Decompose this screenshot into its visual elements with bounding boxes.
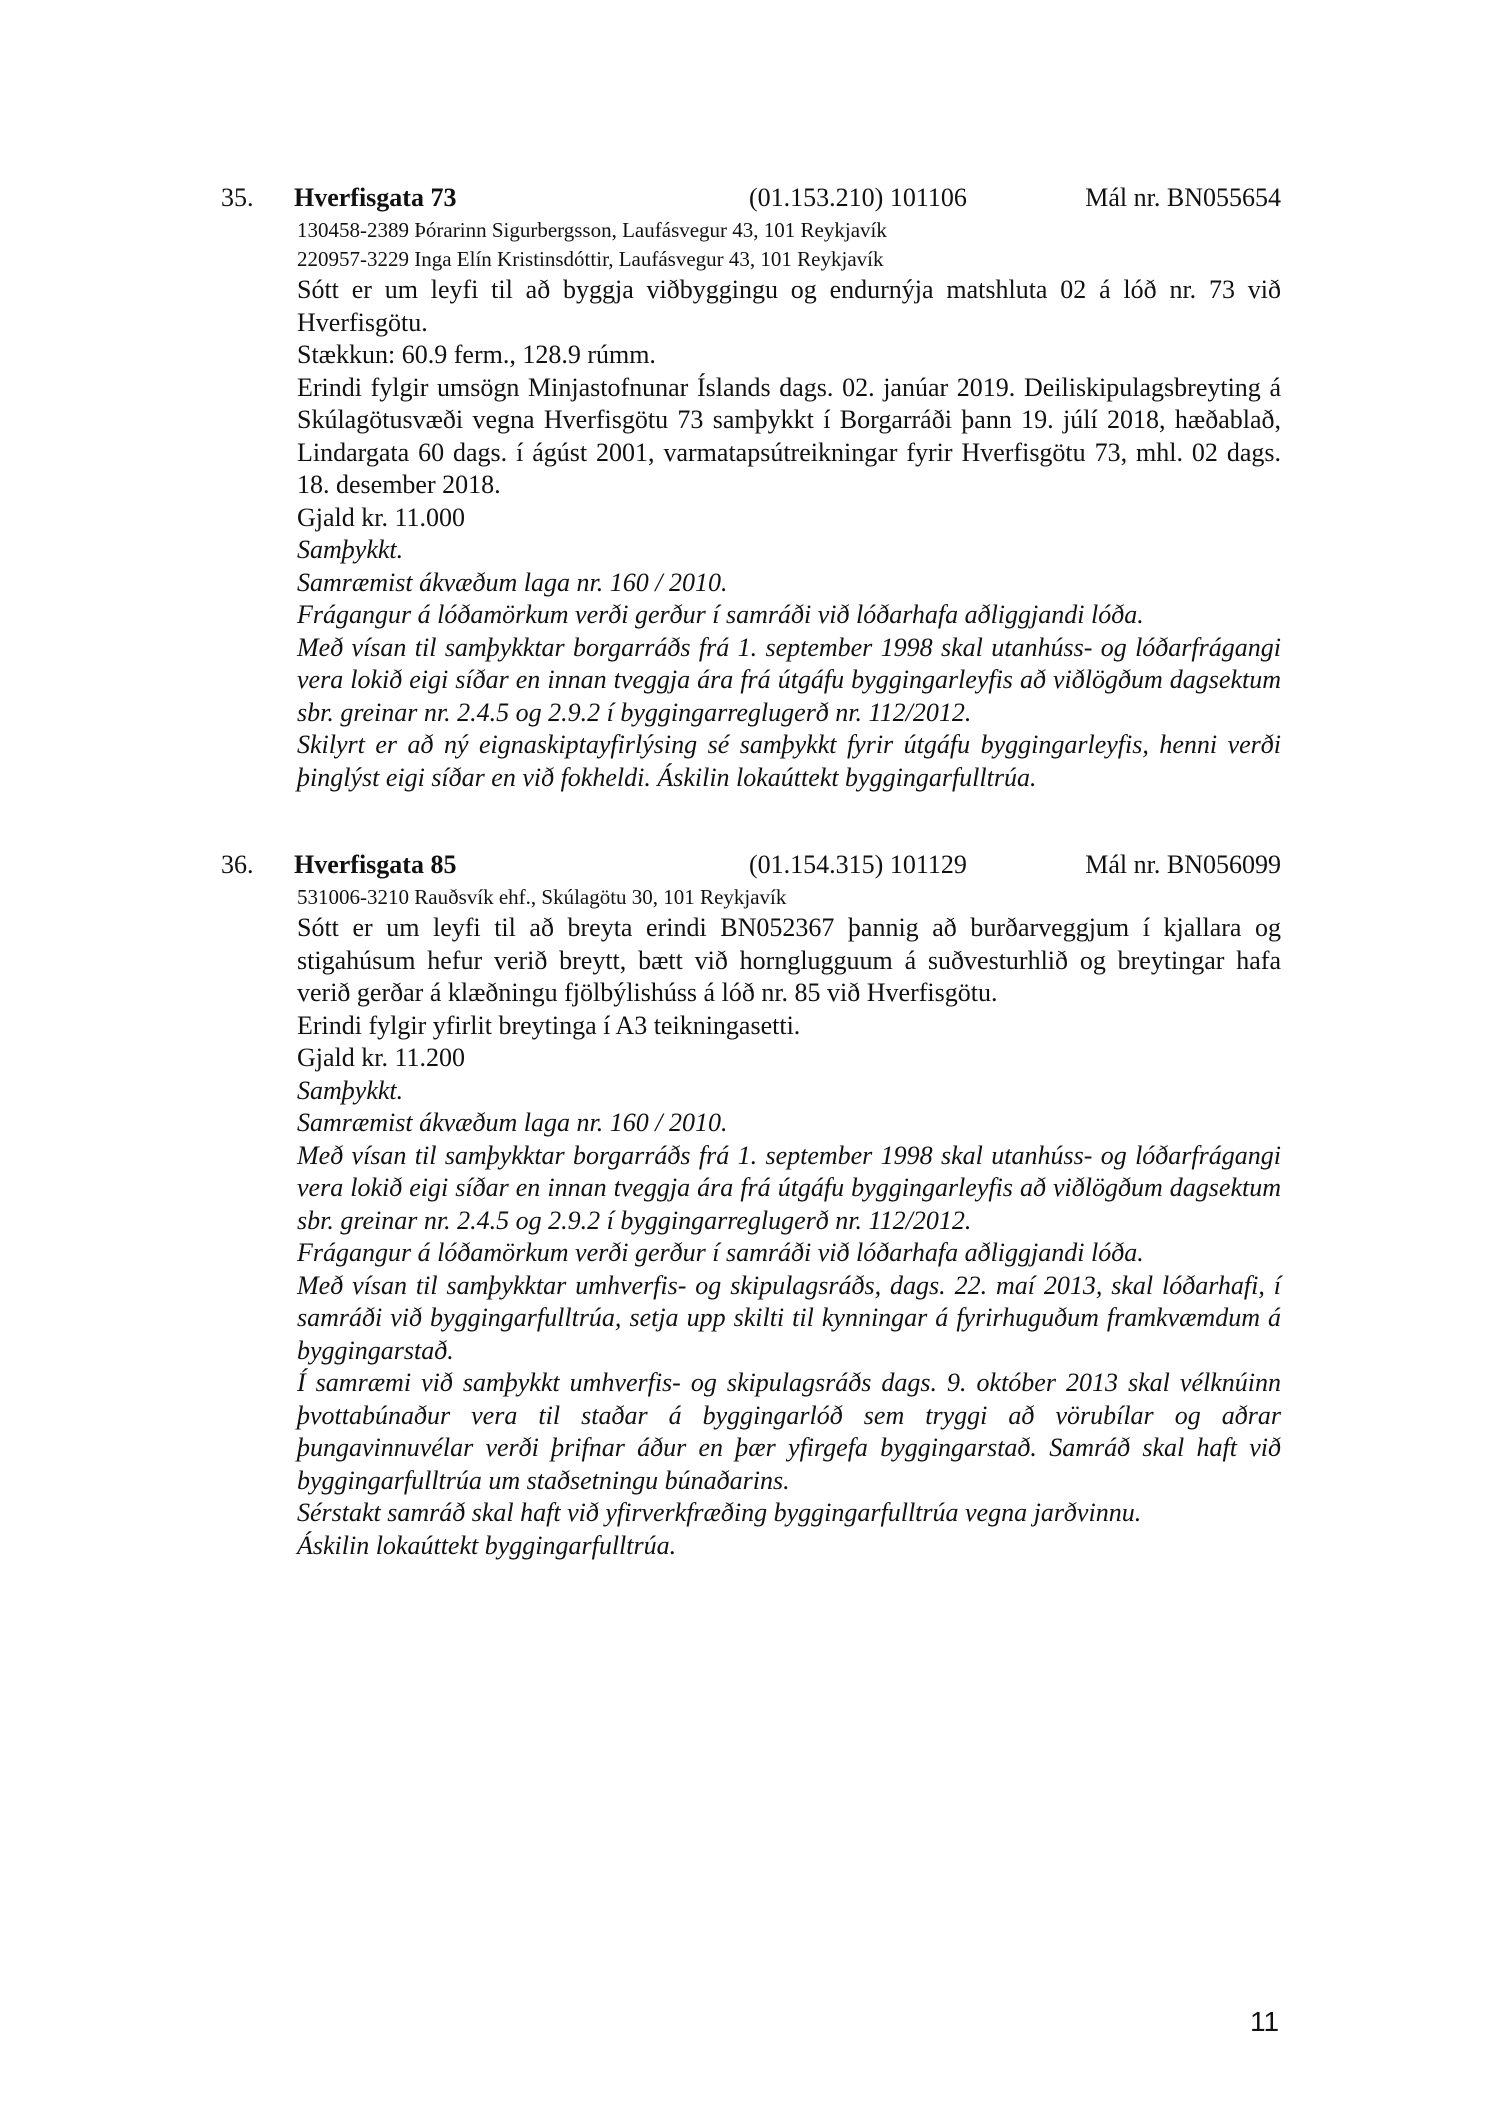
condition: Samræmist ákvæðum laga nr. 160 / 2010. [297, 1108, 728, 1137]
applicant-line: 130458-2389 Þórarinn Sigurbergsson, Laufásvegur 43, 101 Reykjavík [297, 218, 887, 242]
condition: Með vísan til samþykktar borgarráðs frá 1. september 1998 skal utanhúss- og lóðarfrágangi vera lokið eigi síðar en innan tveggja ára frá útgáfu byggingarleyfis að viðlögðum dagsektum sbr. greinar nr. 2.4.5 og 2.9.2 í byggingarreglugerð nr. 112/2012. [297, 632, 1281, 727]
condition: Áskilin lokaúttekt byggingarfulltrúa. [297, 1530, 677, 1560]
condition: Samræmist ákvæðum laga nr. 160 / 2010. [297, 567, 728, 597]
condition: Frágangur á lóðamörkum verði gerður í samráði við lóðarhafa aðliggjandi lóða. [297, 1238, 1144, 1267]
case-header [221, 180, 1281, 216]
condition: Með vísan til samþykktar umhverfis- og skipulagsráðs, dags. 22. maí 2013, skal lóðarhafi, í samráði við byggingarfulltrúa, setja upp skilti til kynningar á fyrirhuguðum framkvæmdum á byggingarstað. [297, 1270, 1281, 1365]
applicant-line: 220957-3229 Inga Elín Kristinsdóttir, Laufásvegur 43, 101 Reykjavík [297, 247, 884, 271]
fee: Gjald kr. 11.000 [297, 502, 466, 532]
case-header [221, 847, 1281, 883]
page-number: 11 [1250, 2006, 1280, 2037]
case-reference: Mál nr. BN055654 [1085, 183, 1281, 212]
case-number: 35. [221, 183, 254, 212]
case-entry-35 [221, 180, 1281, 794]
case-number: 36. [221, 850, 254, 879]
application-description: Sótt er um leyfi til að byggja viðbyggingu og endurnýja matshluta 02 á lóð nr. 73 við Hverfisgötu. [297, 275, 1281, 337]
case-reference: Mál nr. BN056099 [1085, 850, 1281, 879]
condition: Frágangur á lóðamörkum verði gerður í samráði við lóðarhafa aðliggjandi lóða. [297, 600, 1144, 629]
condition: Skilyrt er að ný eignaskiptayfirlýsing sé samþykkt fyrir útgáfu byggingarleyfis, henni verði þinglýst eigi síðar en við fokheldi. Áskilin lokaúttekt byggingarfulltrúa. [297, 730, 1281, 792]
condition: Sérstakt samráð skal haft við yfirverkfræðing byggingarfulltrúa vegna jarðvinnu. [297, 1498, 1142, 1527]
decision: Samþykkt. [297, 535, 404, 564]
attachments-info: Erindi fylgir yfirlit breytinga í A3 teikningasetti. [297, 1010, 801, 1040]
application-description: Sótt er um leyfi til að breyta erindi BN052367 þannig að burðarveggjum í kjallara og stigahúsum hefur verið breytt, bætt við hornglugguum á suðvesturhlið og breytingar hafa verið gerðar á klæðningu fjölbýlishúss á lóð nr. 85 við Hverfisgötu. [297, 913, 1281, 1007]
case-entry-36 [221, 847, 1281, 1562]
attachments-info: Erindi fylgir umsögn Minjastofnunar Íslands dags. 02. janúar 2019. Deiliskipulagsbreyting á Skúlagötusvæði vegna Hverfisgötu 73 samþykkt í Borgarráði þann 19. júlí 2018, hæðablað, Lindargata 60 dags. í ágúst 2001, varmatapsútreikningar fyrir Hverfisgötu 73, mhl. 02 dags. 18. desember 2018. [297, 372, 1281, 499]
decision: Samþykkt. [297, 1075, 404, 1105]
expansion-info: Stækkun: 60.9 ferm., 128.9 rúmm. [297, 340, 656, 369]
case-body [297, 216, 1281, 794]
plot-id: (01.153.210) 101106 [749, 183, 967, 212]
condition: Í samræmi við samþykkt umhverfis- og skipulagsráðs dags. 9. október 2013 skal vélknúinn þvottabúnaður vera til staðar á byggingarlóð sem tryggi að vörubílar og aðrar þungavinnuvélar verði þrifnar áður en þær yfirgefa byggingarstað. Samráð skal haft við byggingarfulltrúa um staðsetningu búnaðarins. [297, 1368, 1281, 1495]
condition: Með vísan til samþykktar borgarráðs frá 1. september 1998 skal utanhúss- og lóðarfrágangi vera lokið eigi síðar en innan tveggja ára frá útgáfu byggingarleyfis að viðlögðum dagsektum sbr. greinar nr. 2.4.5 og 2.9.2 í byggingarreglugerð nr. 112/2012. [297, 1140, 1281, 1235]
applicant-line: 531006-3210 Rauðsvík ehf., Skúlagötu 30, 101 Reykjavík [297, 885, 787, 909]
case-address: Hverfisgata 73 [294, 183, 457, 212]
case-address: Hverfisgata 85 [294, 850, 457, 879]
plot-id: (01.154.315) 101129 [749, 850, 967, 879]
case-body [297, 883, 1281, 1562]
fee: Gjald kr. 11.200 [297, 1043, 466, 1072]
